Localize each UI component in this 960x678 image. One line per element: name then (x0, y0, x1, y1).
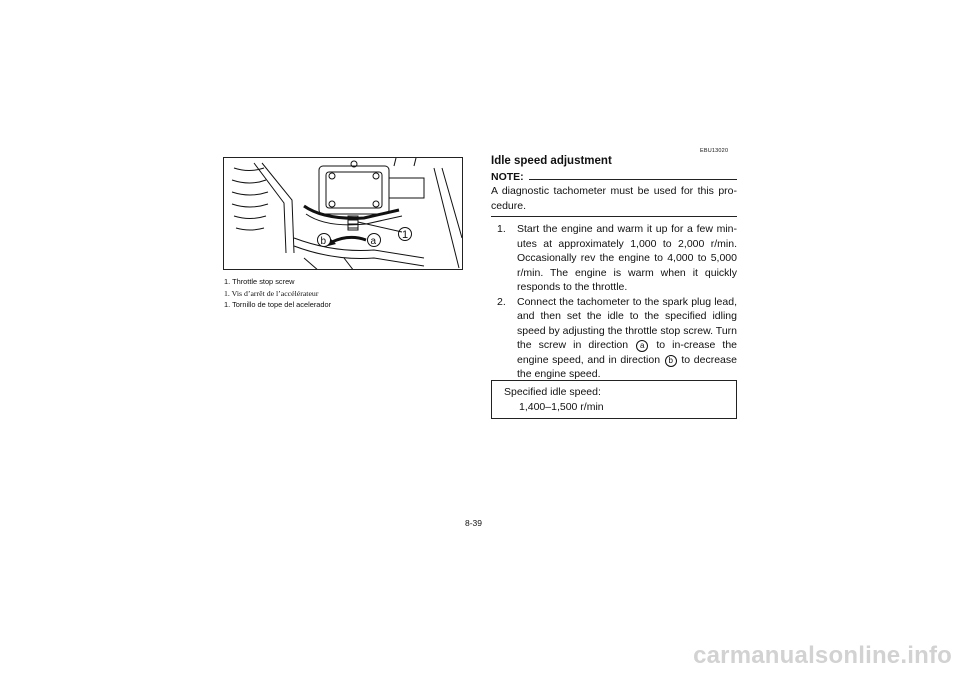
note-end-rule (491, 216, 737, 217)
callout-b-label: b (320, 236, 327, 247)
step-item (491, 222, 737, 295)
step-number: 2. (497, 295, 506, 308)
engine-illustration (224, 158, 463, 270)
spec-box (491, 380, 737, 419)
spec-label: Specified idle speed: (504, 386, 601, 398)
section-title: Idle speed adjustment (491, 155, 612, 167)
callout-1-label: 1 (402, 229, 409, 241)
step-item (491, 295, 737, 382)
page-number: 8-39 (465, 518, 483, 528)
note-label: NOTE: (491, 171, 524, 183)
direction-a-marker: a (636, 340, 648, 352)
step-list (491, 222, 737, 382)
throttle-screw-figure (223, 157, 463, 270)
step-text: Start the engine and warm it up for a few min-utes at approximately 1,000 to 2,000 r/min. Occasionally rev the engine to 4,000 to 5,000 r/min. The engine is warm when it quickly responds to the throttle. (517, 223, 737, 293)
direction-b-marker: b (665, 355, 677, 367)
section-code: EBU13020 (700, 148, 729, 154)
caption-spanish: 1. Tornillo de tope del acelerador (224, 300, 332, 309)
caption-french: 1. Vis d’arrêt de l’accélérateur (224, 288, 319, 298)
note-text: A diagnostic tachometer must be used for this pro-cedure. (491, 185, 737, 212)
watermark: carmanualsonline.info (693, 642, 952, 669)
step-text-part-1: Connect the tachometer to the spark plug lead, and then set the idle to the specified idling speed by adjusting the throttle stop screw. Turn the screw in direction (517, 295, 737, 351)
caption-english: 1. Throttle stop screw (224, 277, 295, 286)
figure-captions (224, 276, 464, 311)
step-text-part-3: to decrease the engine speed. (517, 353, 737, 380)
step-number: 1. (497, 223, 506, 235)
step-text-part-2: to in-crease the engine speed, and in direction (517, 339, 738, 366)
callout-a-label: a (370, 236, 377, 247)
note-rule (529, 179, 737, 180)
spec-value: 1,400–1,500 r/min (519, 401, 604, 413)
